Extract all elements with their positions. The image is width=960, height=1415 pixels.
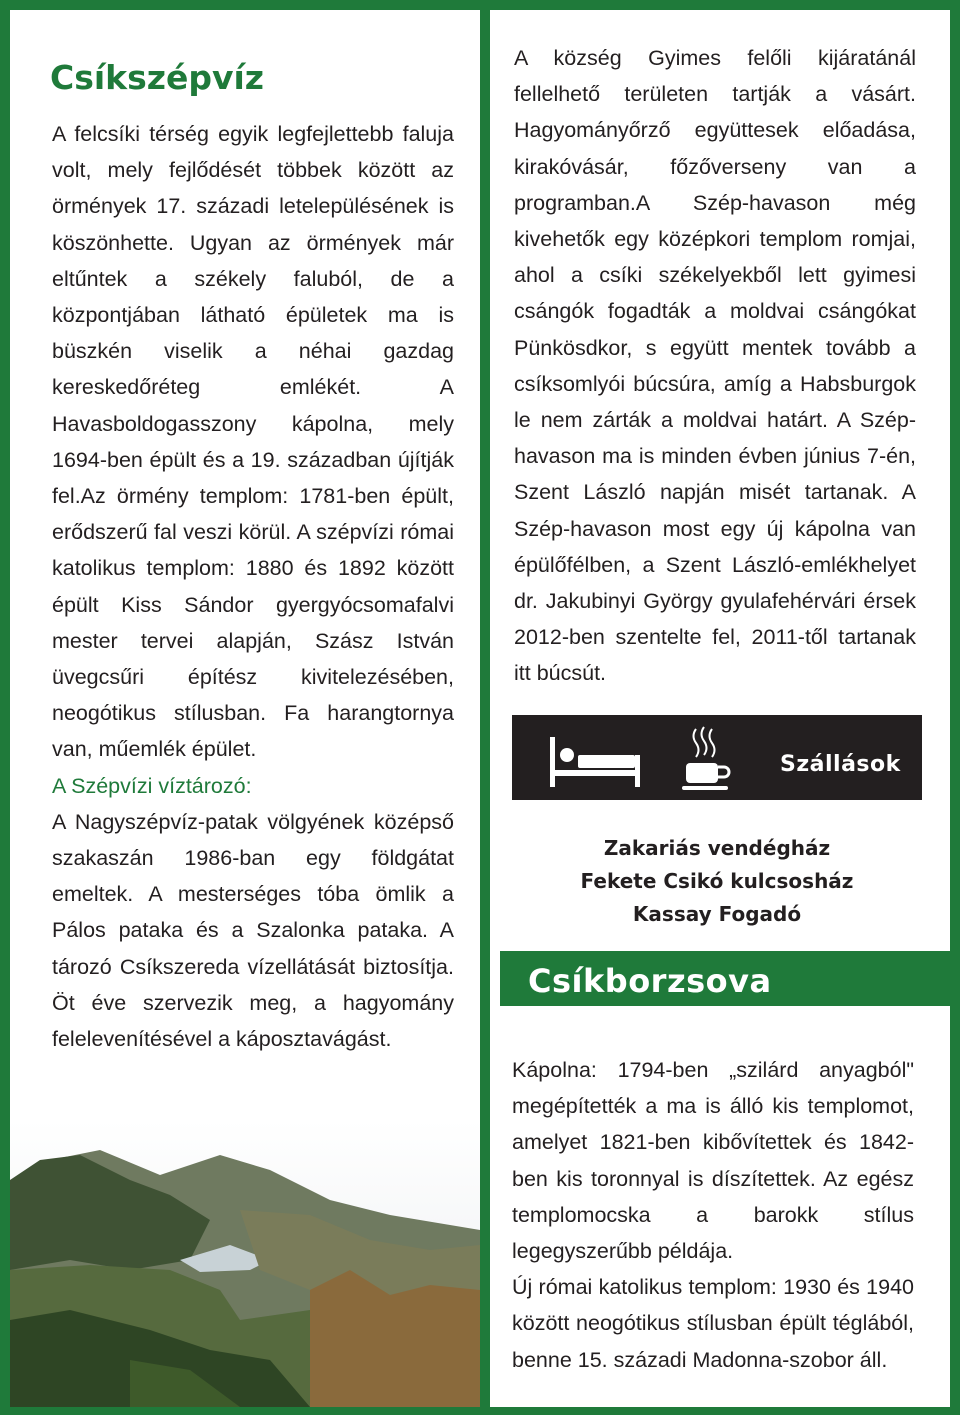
page-title: Csíkszépvíz <box>50 58 265 97</box>
csikborzsova-text <box>512 1052 914 1378</box>
column-divider <box>480 0 490 1415</box>
church-paragraph: Új római katolikus templom: 1930 és 1940 között neogótikus stílusban épült téglából, benne 15. századi Madonna-szobor áll. <box>512 1275 914 1372</box>
coffee-cup-icon <box>682 725 732 793</box>
reservoir-paragraph: A Nagyszépvíz-patak völgyének középső szakaszán 1986-ban egy földgátat emeltek. A mesterséges tóba ömlik a Pálos pataka és a Szalonka pataka. A tározó Csíkszereda vízellátását biztosítja. Öt éve szervezik meg, a hagyomány felelevenítésével a káposztavágást. <box>52 809 454 1052</box>
lodging-item: Zakariás vendégház <box>603 836 831 860</box>
lodging-item: Fekete Csikó kulcsosház <box>580 869 854 893</box>
lodgings-list <box>512 832 922 931</box>
intro-paragraph: A felcsíki térség egyik legfejlettebb faluja volt, mely fejlődését többek között az örmények 17. századi letelepülésének is köszönhette. Ugyan az örmények már eltűntek a székely faluból, de a központjában látható épületek ma is büszkén viselik a néhai gazdag kereskedőréteg emlékét. A Havasboldogasszony kápolna, mely 1694-ben épült és a 19. században újítják fel.Az örmény templom: 1781-ben épült, erődszerű fal veszi körül. A szépvízi római katolikus templom: 1880 és 1892 között épült Kiss Sándor gyergyócsomafalvi mester tervei alapján, Szász István üvegcsűri építész kivitelezésében, neogótikus stílusban. Fa harangtornya van, műemlék épület. <box>52 122 454 762</box>
left-column-text <box>52 116 454 1057</box>
bed-icon <box>550 737 640 787</box>
section-title: Csíkborzsova <box>528 962 772 1000</box>
right-column-text <box>514 40 916 692</box>
lodging-item: Kassay Fogadó <box>632 902 802 926</box>
fair-paragraph: A község Gyimes felőli kijáratánál fellelhető területen tartják a vásárt. Hagyományőrző együttesek előadása, kirakóvásár, főzőverseny van a programban.A Szép-havason még kivehetők egy középkori templom romjai, ahol a csíki székelyekből lett gyimesi csángók fogadták a moldvai csángókat Pünkösdkor, s együtt mentek tovább a csíksomlyói búcsúra, amíg a Habsburgok le nem zárták a moldvai határt. A Szép-havason ma is minden évben június 7-én, Szent László napján misét tartanak. A Szép-havason most egy új kápolna van épülőfélben, a Szent László-emlékhelyet dr. Jakubinyi György gyulafehérvári érsek 2012-ben szentelte fel, 2011-től tartanak itt búcsút. <box>514 46 916 686</box>
valley-landscape-photo <box>10 1120 480 1407</box>
lodgings-label: Szállások <box>780 752 901 777</box>
reservoir-heading: A Szépvízi víztározó: <box>52 773 252 798</box>
chapel-paragraph: Kápolna: 1794-ben „szilárd anyagból" megépítették a ma is álló kis templomot, amelyet 1821-ben kibővítettek és 1842-ben kis toronnyal is díszítettek. Az egész templomocska a barokk stílus legegyszerűbb példája. <box>512 1058 914 1264</box>
